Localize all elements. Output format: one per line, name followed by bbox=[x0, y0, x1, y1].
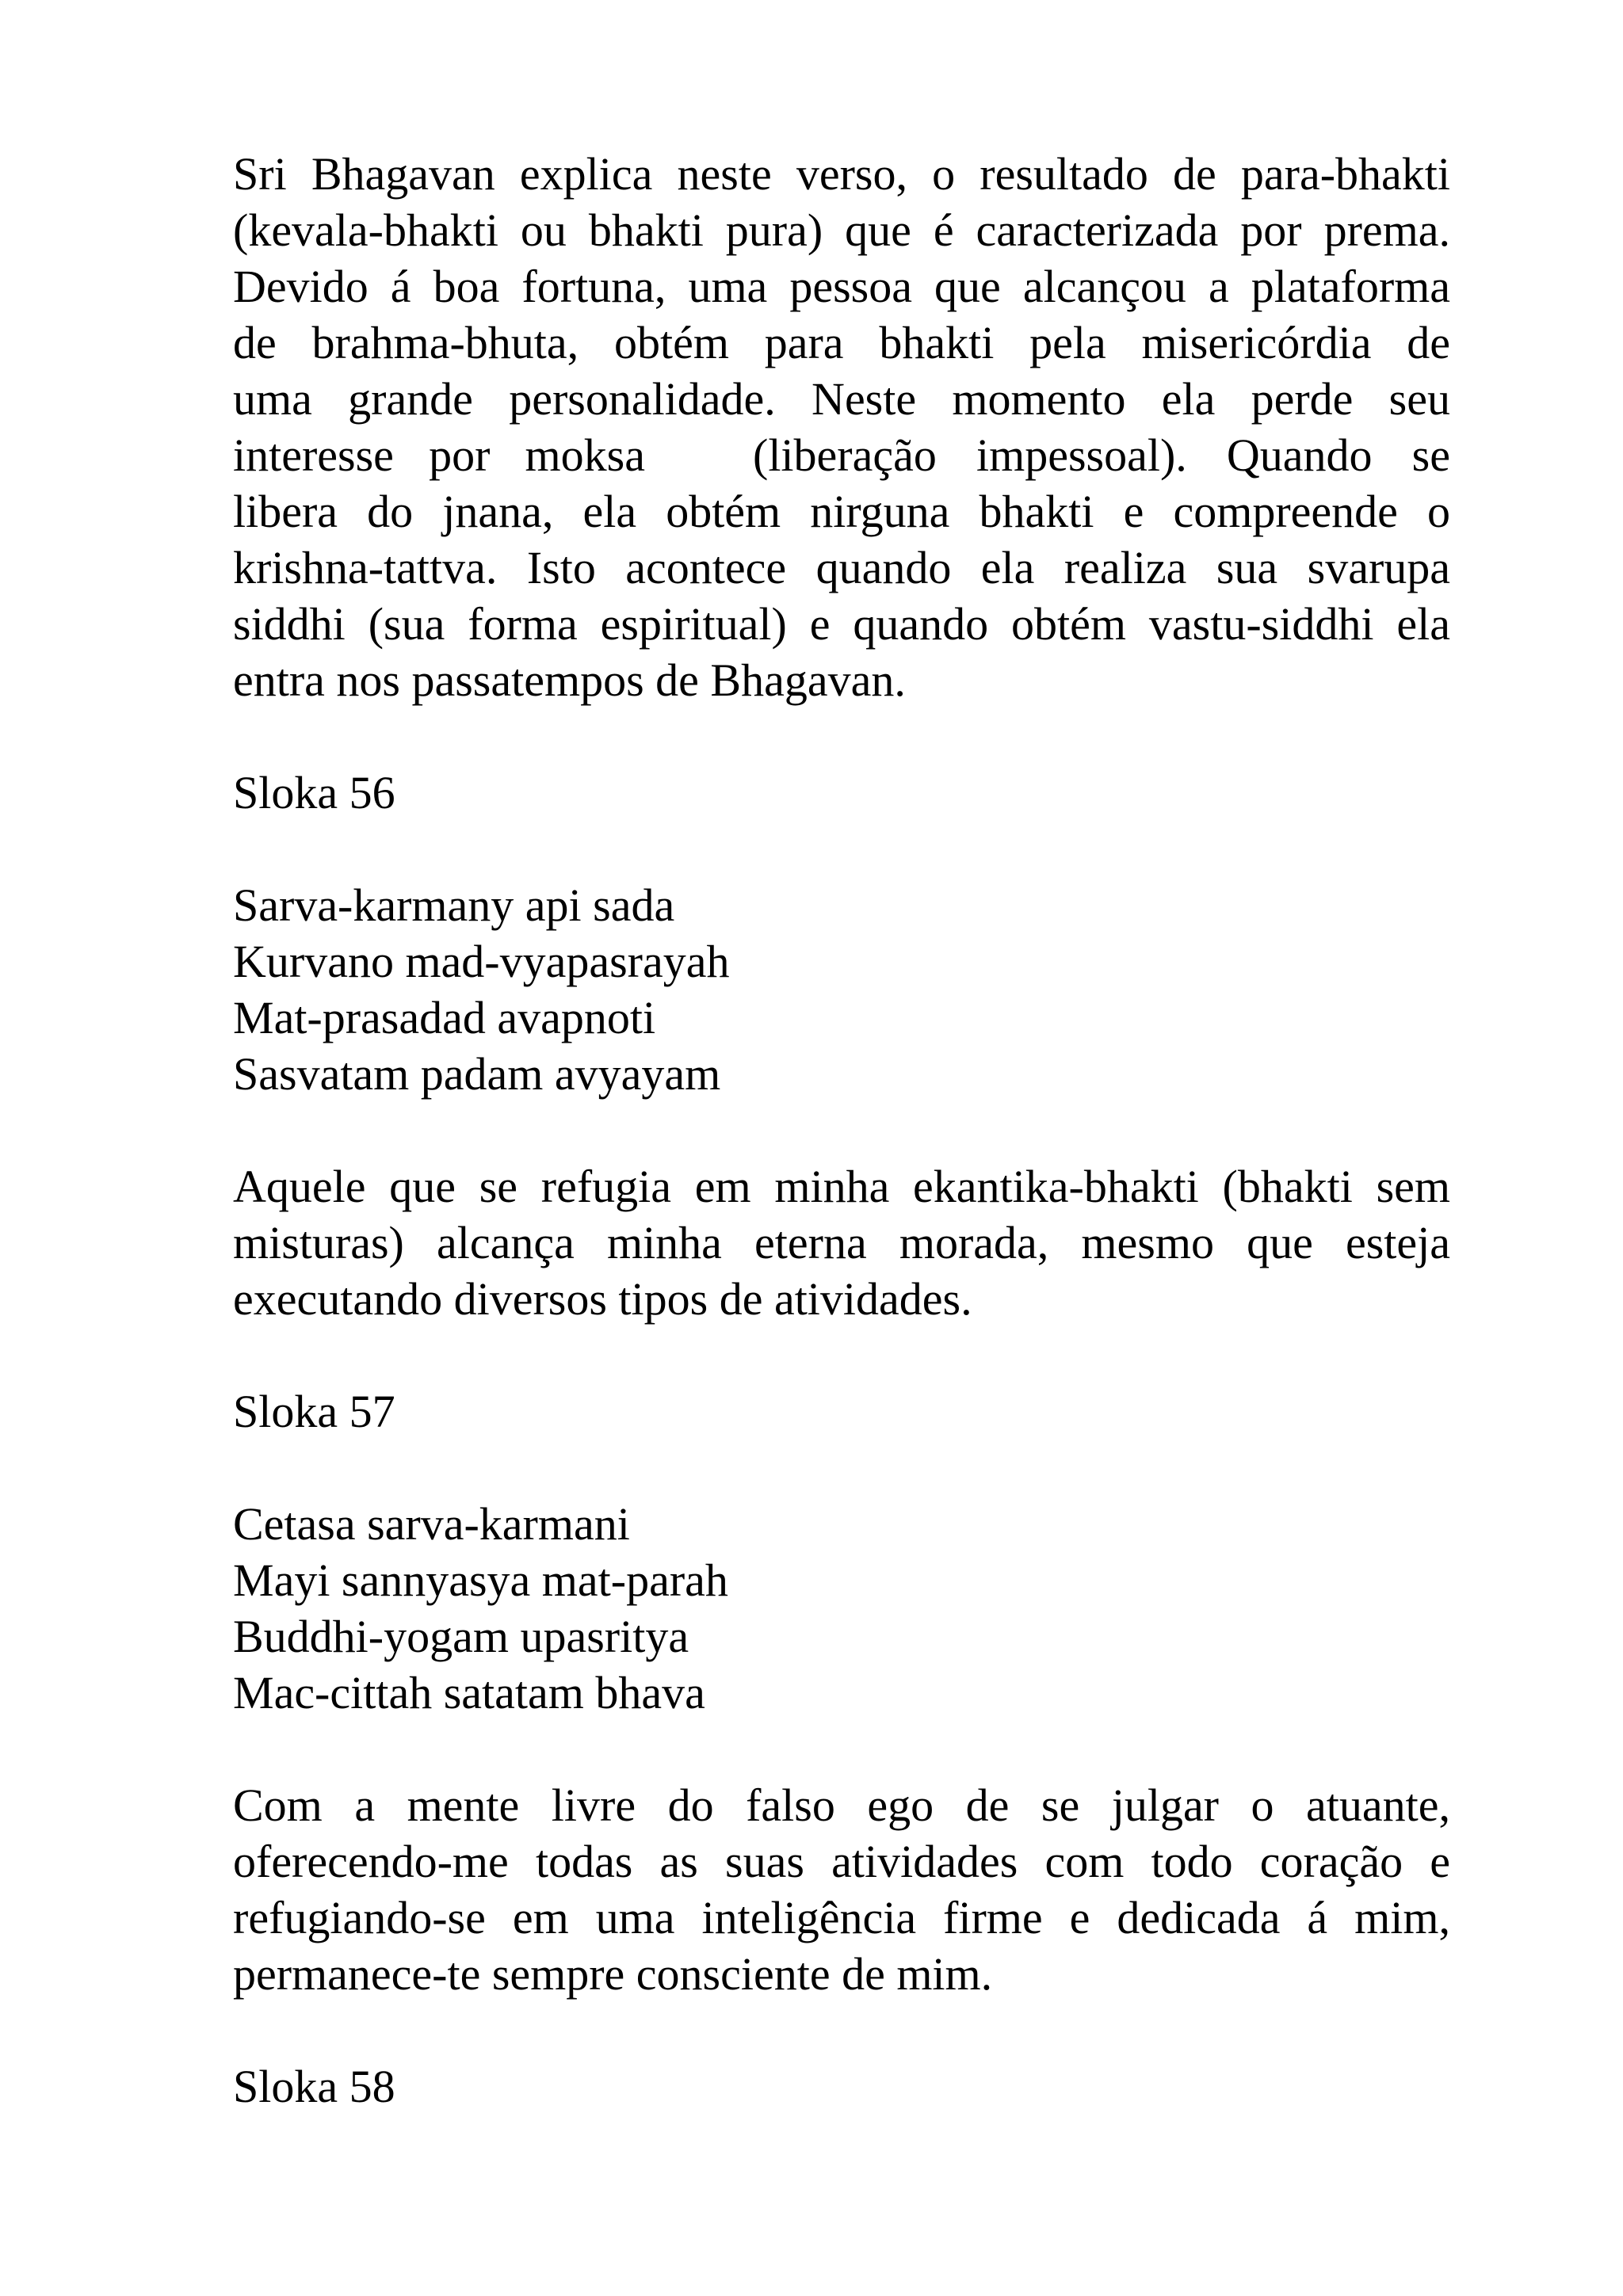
verse-line: Cetasa sarva-karmani bbox=[233, 1498, 630, 1550]
commentary-paragraph bbox=[233, 146, 1450, 708]
verse-line: Mayi sannyasya mat-parah bbox=[233, 1554, 728, 1606]
text-line: oferecendo-me todas as suas atividades com todo coração e bbox=[233, 1836, 1450, 1887]
verse-line: Sarva-karmany api sada bbox=[233, 879, 675, 931]
text-line: libera do jnana, ela obtém nirguna bhakti e compreende o bbox=[233, 486, 1450, 537]
verse-line: Mat-prasadad avapnoti bbox=[233, 992, 656, 1043]
translation-paragraph bbox=[233, 1158, 1450, 1327]
text-line: siddhi (sua forma espiritual) e quando obtém vastu-siddhi ela bbox=[233, 598, 1450, 650]
text-line: entra nos passatempos de Bhagavan. bbox=[233, 654, 906, 706]
text-line: uma grande personalidade. Neste momento ela perde seu bbox=[233, 373, 1450, 425]
verse-line: Sasvatam padam avyayam bbox=[233, 1048, 721, 1100]
text-line: krishna-tattva. Isto acontece quando ela realiza sua svarupa bbox=[233, 542, 1450, 593]
text-fragment: (liberação impessoal). Quando se bbox=[753, 429, 1450, 481]
text-line: (kevala-bhakti ou bhakti pura) que é caracterizada por prema. bbox=[233, 204, 1450, 256]
sloka-heading: Sloka 57 bbox=[233, 1386, 395, 1437]
document-body bbox=[233, 146, 1450, 2171]
sloka-verse bbox=[233, 1496, 1450, 1721]
text-line: Com a mente livre do falso ego de se julgar o atuante, bbox=[233, 1779, 1450, 1831]
sloka-heading: Sloka 58 bbox=[233, 2061, 395, 2112]
text-line: Aquele que se refugia em minha ekantika-bhakti (bhakti sem bbox=[233, 1161, 1450, 1212]
verse-line: Buddhi-yogam upasritya bbox=[233, 1611, 689, 1662]
text-line: Devido á boa fortuna, uma pessoa que alcançou a plataforma bbox=[233, 261, 1450, 312]
text-line: refugiando-se em uma inteligência firme e dedicada á mim, bbox=[233, 1892, 1450, 1943]
text-line: Sri Bhagavan explica neste verso, o resultado de para-bhakti bbox=[233, 148, 1450, 200]
text-fragment: interesse por moksa bbox=[233, 429, 645, 481]
text-line: executando diversos tipos de atividades. bbox=[233, 1273, 972, 1325]
verse-line: Kurvano mad-vyapasrayah bbox=[233, 936, 730, 987]
verse-line: Mac-cittah satatam bhava bbox=[233, 1667, 705, 1718]
text-line: misturas) alcança minha eterna morada, mesmo que esteja bbox=[233, 1217, 1450, 1268]
text-line: permanece-te sempre consciente de mim. bbox=[233, 1948, 993, 2000]
text-line bbox=[233, 427, 1450, 483]
text-line: de brahma-bhuta, obtém para bhakti pela misericórdia de bbox=[233, 317, 1450, 368]
translation-paragraph bbox=[233, 1777, 1450, 2002]
sloka-verse bbox=[233, 877, 1450, 1102]
sloka-heading: Sloka 56 bbox=[233, 767, 395, 818]
